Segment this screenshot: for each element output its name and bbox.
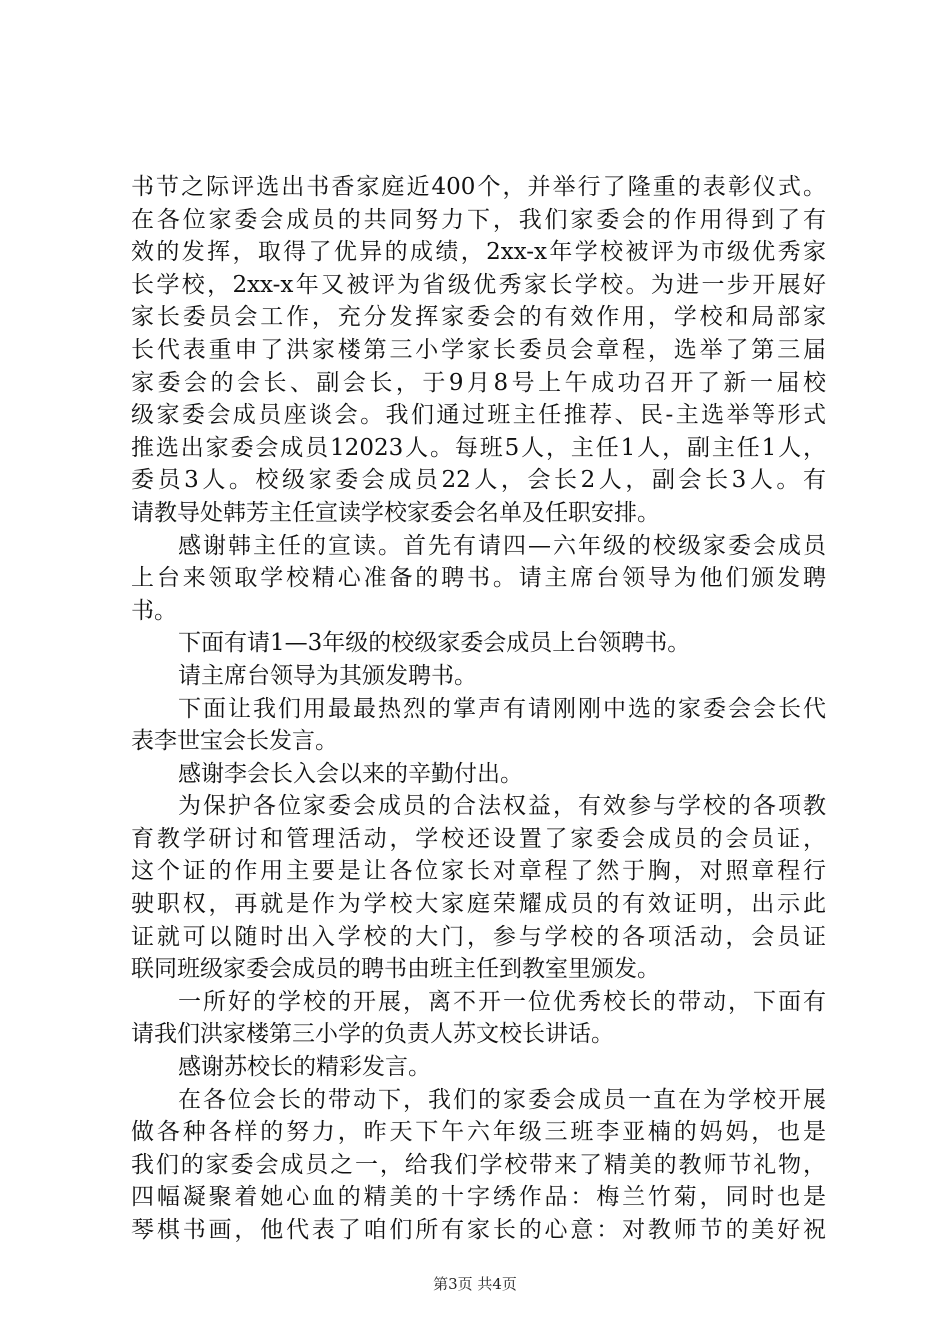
text-line: 育教学研讨和管理活动，学校还设置了家委会成员的会员证，	[131, 825, 826, 852]
text-line: 上台来领取学校精心准备的聘书。请主席台领导为他们颁发聘	[131, 565, 826, 592]
text-line: 请我们洪家楼第三小学的负责人苏文校长讲话。	[131, 1021, 614, 1048]
text-line: 推选出家委会成员12023人。每班5人，主任1人，副主任1人，	[131, 434, 826, 461]
text-line: 级家委会成员座谈会。我们通过班主任推荐、民-主选举等形式	[131, 402, 826, 429]
text-line: 在各位会长的带动下，我们的家委会成员一直在为学校开展	[178, 1086, 826, 1113]
text-line: 为保护各位家委会成员的合法权益，有效参与学校的各项教	[178, 793, 826, 820]
text-line: 长代表重申了洪家楼第三小学家长委员会章程，选举了第三届	[131, 336, 826, 363]
text-line: 表李世宝会长发言。	[131, 728, 338, 755]
text-line: 请教导处韩芳主任宣读学校家委会名单及任职安排。	[131, 499, 660, 526]
text-line: 效的发挥，取得了优异的成绩，2xx-x年学校被评为市级优秀家	[131, 239, 826, 266]
text-line: 请主席台领导为其颁发聘书。	[178, 662, 477, 689]
text-line: 一所好的学校的开展，离不开一位优秀校长的带动，下面有	[178, 988, 826, 1015]
text-line: 在各位家委会成员的共同努力下，我们家委会的作用得到了有	[131, 206, 826, 233]
text-line: 琴棋书画，他代表了咱们所有家长的心意：对教师节的美好祝	[131, 1217, 826, 1243]
text-line: 四幅凝聚着她心血的精美的十字绣作品：梅兰竹菊，同时也是	[131, 1184, 826, 1211]
text-line: 家委会的会长、副会长，于9月8号上午成功召开了新一届校	[131, 369, 826, 396]
text-line: 做各种各样的努力，昨天下午六年级三班李亚楠的妈妈，也是	[131, 1119, 826, 1146]
page-footer: 第3页 共4页	[433, 1275, 517, 1293]
text-line: 证就可以随时出入学校的大门，参与学校的各项活动，会员证	[131, 923, 826, 950]
text-line: 家长委员会工作，充分发挥家委会的有效作用，学校和局部家	[131, 304, 826, 331]
text-line: 这个证的作用主要是让各位家长对章程了然于胸，对照章程行	[131, 858, 826, 885]
text-line: 驶职权，再就是作为学校大家庭荣耀成员的有效证明，出示此	[131, 891, 826, 918]
text-line: 感谢苏校长的精彩发言。	[178, 1054, 431, 1081]
text-line: 书节之际评选出书香家庭近400个，并举行了隆重的表彰仪式。	[131, 174, 826, 200]
document-body	[131, 171, 826, 1247]
text-line: 我们的家委会成员之一，给我们学校带来了精美的教师节礼物，	[131, 1151, 826, 1178]
text-line: 长学校，2xx-x年又被评为省级优秀家长学校。为进一步开展好	[131, 271, 826, 298]
text-line: 联同班级家委会成员的聘书由班主任到教室里颁发。	[131, 956, 660, 983]
text-line: 感谢李会长入会以来的辛勤付出。	[178, 760, 523, 787]
text-line: 下面有请1—3年级的校级家委会成员上台领聘书。	[178, 630, 691, 657]
text-line: 感谢韩主任的宣读。首先有请四—六年级的校级家委会成员	[178, 532, 826, 559]
text-line: 下面让我们用最最热烈的掌声有请刚刚中选的家委会会长代	[178, 695, 826, 722]
text-line: 委员3人。校级家委会成员22人，会长2人，副会长3人。有	[131, 467, 826, 494]
text-line: 书。	[131, 597, 177, 624]
